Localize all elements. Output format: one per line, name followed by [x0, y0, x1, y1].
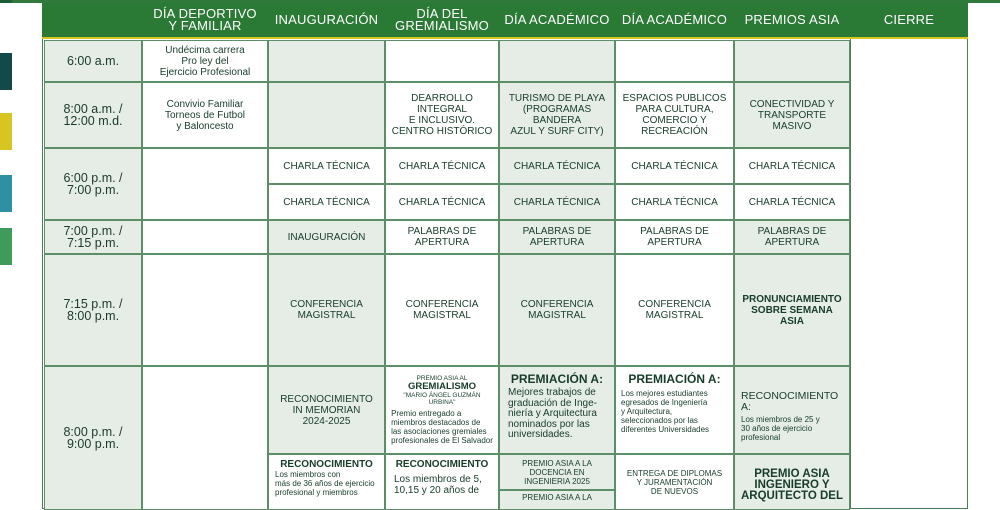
empty-cell: [499, 40, 615, 82]
premiacion-estudiantes-desc: Los mejores estudiantes egresados de Ingeniería y Arquitectura, seleccionados por las diferentes Universidades: [621, 389, 710, 434]
premiacion-trabajos-desc: Mejores trabajos de graduación de Inge- niería y Arquitectura nominados por las universidades.: [508, 387, 597, 440]
time-slot-2: 8:00 a.m. / 12:00 m.d.: [44, 82, 142, 148]
color-swatch-teal-dark: [0, 53, 12, 90]
gremialismo-description: Premio entregado a miembros destacados de las asociaciones gremiales profesionales de El Salvador: [391, 409, 493, 445]
empty-cell: [734, 40, 850, 82]
premiacion-trabajos: [499, 366, 615, 454]
gremialismo-title: GREMIALISMO: [407, 381, 477, 392]
premiacion-title: PREMIACIÓN A:: [628, 372, 721, 386]
header-inauguracion: INAUGURACIÓN: [274, 12, 379, 27]
empty-cell: [385, 40, 499, 82]
time-slot-3: 6:00 p.m. / 7:00 p.m.: [44, 148, 142, 220]
palabras-apertura: PALABRAS DE APERTURA: [499, 220, 615, 254]
premio-asia-a-la: PREMIO ASIA A LA: [499, 490, 615, 510]
empty-cell: [142, 366, 268, 510]
empty-cell: [615, 40, 734, 82]
charla-tecnica: CHARLA TÉCNICA: [734, 148, 850, 184]
conferencia-magistral: CONFERENCIA MAGISTRAL: [615, 254, 734, 366]
reconocimiento-36: [268, 454, 385, 510]
reconocimiento-25-30: [734, 366, 850, 454]
charla-tecnica: CHARLA TÉCNICA: [268, 148, 385, 184]
empty-cell: [268, 40, 385, 82]
deportivo-carrera: Undécima carrera Pro ley del Ejercicio Profesional: [142, 40, 268, 82]
palabras-apertura: PALABRAS DE APERTURA: [615, 220, 734, 254]
header-gremialismo: DÍA DEL GREMIALISMO: [395, 6, 489, 33]
charla-tecnica: CHARLA TÉCNICA: [499, 184, 615, 220]
charla-tecnica: CHARLA TÉCNICA: [615, 184, 734, 220]
time-slot-4: 7:00 p.m. / 7:15 p.m.: [44, 220, 142, 254]
charla-tecnica: CHARLA TÉCNICA: [385, 148, 499, 184]
reconocimiento-a-title: RECONOCIMIENTO A:: [741, 390, 839, 413]
premiacion-estudiantes: [615, 366, 734, 454]
header-academico-1: DÍA ACADÉMICO: [504, 12, 610, 27]
conferencia-magistral: CONFERENCIA MAGISTRAL: [268, 254, 385, 366]
premio-gremialismo: [385, 366, 499, 454]
empty-cell: [142, 220, 268, 254]
reconocimiento-title: RECONOCIMIENTO: [395, 459, 489, 470]
reconocimiento-title: RECONOCIMIENTO: [280, 459, 373, 470]
header-cierre: CIERRE: [883, 12, 935, 27]
cierre-divider: [850, 39, 851, 509]
premiacion-title: PREMIACIÓN A:: [510, 372, 604, 386]
palabras-apertura: PALABRAS DE APERTURA: [385, 220, 499, 254]
reconocimiento-25-30-desc: Los miembros de 25 y 30 años de ejercicio profesional: [741, 415, 820, 442]
premio-asia-al-label: PREMIO ASIA AL: [416, 375, 468, 382]
academico-espacios: ESPACIOS PUBLICOS PARA CULTURA, COMERCIO Y RECREACIÓN: [615, 82, 734, 148]
header-academico-2: DÍA ACADÉMICO: [621, 12, 728, 27]
empty-cell: [268, 82, 385, 148]
color-swatch-teal: [0, 175, 12, 212]
charla-tecnica: CHARLA TÉCNICA: [499, 148, 615, 184]
empty-cell: [142, 254, 268, 366]
charla-tecnica: CHARLA TÉCNICA: [734, 184, 850, 220]
reconocimiento-5-20-desc: Los miembros de 5, 10,15 y 20 años de: [394, 474, 482, 496]
gremialismo-award-name: "MARIO ÁNGEL GUZMÁN URBINA": [403, 392, 481, 406]
inauguracion-cell: INAUGURACIÓN: [268, 220, 385, 254]
pronunciamiento-semana-asia: PRONUNCIAMIENTO SOBRE SEMANA ASIA: [734, 254, 850, 366]
palabras-apertura: PALABRAS DE APERTURA: [734, 220, 850, 254]
reconocimiento-5-20: [385, 454, 499, 510]
conferencia-magistral: CONFERENCIA MAGISTRAL: [385, 254, 499, 366]
header-premios: PREMIOS ASIA: [744, 12, 840, 27]
premio-ingeniero-arquitecto: PREMIO ASIA INGENIERO Y ARQUITECTO DEL: [734, 454, 850, 510]
charla-tecnica: CHARLA TÉCNICA: [268, 184, 385, 220]
color-swatch-green: [0, 228, 12, 265]
premios-conectividad: CONECTIVIDAD Y TRANSPORTE MASIVO: [734, 82, 850, 148]
time-slot-6: 8:00 p.m. / 9:00 p.m.: [44, 366, 142, 510]
empty-cell: [142, 148, 268, 220]
reconocimiento-in-memorian: RECONOCIMIENTO IN MEMORIAN 2024-2025: [268, 366, 385, 454]
time-slot-5: 7:15 p.m. / 8:00 p.m.: [44, 254, 142, 366]
deportivo-convivio: Convivio Familiar Torneos de Futbol y Baloncesto: [142, 82, 268, 148]
gremialismo-centro-historico: DEARROLLO INTEGRAL E INCLUSIVO. CENTRO HISTÓRICO: [385, 82, 499, 148]
academico-turismo: TURISMO DE PLAYA (PROGRAMAS BANDERA AZUL Y SURF CITY): [499, 82, 615, 148]
premio-docencia: PREMIO ASIA A LA DOCENCIA EN INGENIERIA 2025: [499, 454, 615, 490]
schedule-header: [42, 3, 968, 39]
charla-tecnica: CHARLA TÉCNICA: [385, 184, 499, 220]
entrega-diplomas: ENTREGA DE DIPLOMAS Y JURAMENTACIÓN DE NUEVOS: [615, 454, 734, 510]
reconocimiento-36-desc: Los miembros con más de 36 años de ejercicio profesional y miembros: [275, 470, 375, 497]
time-slot-1: 6:00 a.m.: [44, 40, 142, 82]
conferencia-magistral: CONFERENCIA MAGISTRAL: [499, 254, 615, 366]
header-deportivo: DÍA DEPORTIVO Y FAMILIAR: [153, 6, 257, 33]
color-swatch-yellow: [0, 113, 12, 150]
charla-tecnica: CHARLA TÉCNICA: [615, 148, 734, 184]
